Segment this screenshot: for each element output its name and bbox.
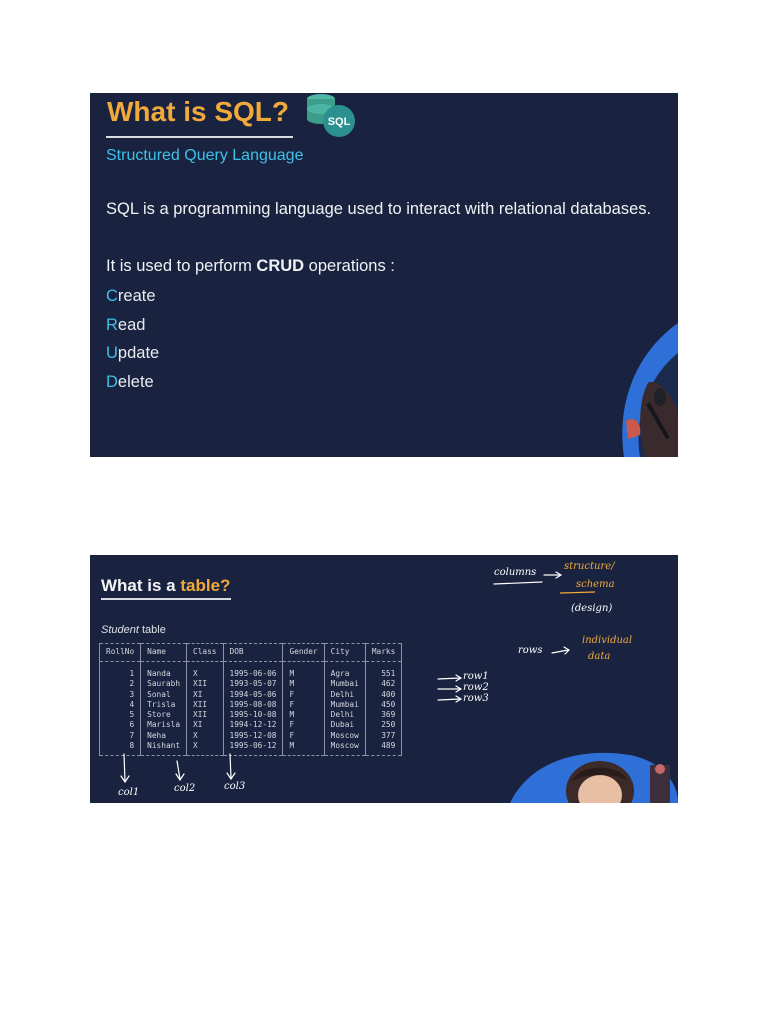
table-cell: 3 xyxy=(100,690,141,700)
annotation-individual: individual xyxy=(582,635,633,646)
table-cell: Mumbai xyxy=(324,700,365,710)
table-cell: F xyxy=(283,720,324,730)
table-cell: XII xyxy=(187,679,223,689)
crud-initial: D xyxy=(106,373,118,392)
table-cell: XI xyxy=(187,690,223,700)
sql-badge-label: SQL xyxy=(327,116,351,128)
presenter-video-thumbnail xyxy=(616,323,678,457)
annotation-schema: schema xyxy=(576,579,615,590)
title-accent: table? xyxy=(180,576,231,595)
table-cell: XII xyxy=(187,700,223,710)
table-cell: 400 xyxy=(365,690,401,700)
table-cell: M xyxy=(283,679,324,689)
table-cell: Saurabh xyxy=(141,679,187,689)
crud-rest: reate xyxy=(117,287,156,305)
presenter-video-thumbnail xyxy=(510,751,678,803)
rows-arrow xyxy=(552,647,569,654)
table-cell: Dubai xyxy=(324,720,365,730)
table-cell: Trisla xyxy=(141,700,187,710)
table-cell: 1995-10-08 xyxy=(223,710,283,720)
table-cell: Marisla xyxy=(141,720,187,730)
slide-what-is-a-table xyxy=(90,555,678,803)
row1-arrow xyxy=(438,675,461,681)
table-cell: 1993-05-07 xyxy=(223,679,283,689)
col-header: DOB xyxy=(223,644,283,662)
annotation-data: data xyxy=(588,651,611,662)
annotation-row2: row2 xyxy=(463,682,489,693)
table-cell: Mumbai xyxy=(324,679,365,689)
crud-intro-text: It is used to perform xyxy=(106,257,257,275)
crud-bold: CRUD xyxy=(256,257,305,275)
sql-definition: SQL is a programming language used to interact with relational databases. xyxy=(106,200,652,218)
table-cell: 7 xyxy=(100,731,141,741)
table-cell: 551 xyxy=(365,662,401,680)
table-cell: 489 xyxy=(365,741,401,756)
col2-arrow xyxy=(176,761,184,780)
table-cell: Delhi xyxy=(324,710,365,720)
table-cell: M xyxy=(283,662,324,680)
schema-underline xyxy=(560,592,595,593)
table-cell: 2 xyxy=(100,679,141,689)
table-cell: 6 xyxy=(100,720,141,730)
table-cell: Delhi xyxy=(324,690,365,700)
table-cell: 5 xyxy=(100,710,141,720)
columns-underline xyxy=(494,582,542,584)
annotation-design: (design) xyxy=(571,603,613,614)
table-cell: Nanda xyxy=(141,662,187,680)
table-cell: 1 xyxy=(100,662,141,680)
col-header: Gender xyxy=(283,644,324,662)
table-cell: 1994-12-12 xyxy=(223,720,283,730)
crud-initial: C xyxy=(106,287,118,305)
table-cell: 377 xyxy=(365,731,401,741)
row3-arrow xyxy=(438,696,461,702)
table-cell: X xyxy=(187,731,223,741)
table-cell: Moscow xyxy=(324,731,365,741)
table-cell: Store xyxy=(141,710,187,720)
annotation-structure: structure/ xyxy=(564,561,615,572)
crud-item-read xyxy=(106,315,159,344)
crud-item-update xyxy=(106,343,159,372)
crud-intro-tail: operations : xyxy=(304,257,395,275)
annotation-col1: col1 xyxy=(118,787,140,798)
annotation-col3: col3 xyxy=(224,781,246,792)
caption-italic: Student xyxy=(101,624,139,636)
annotation-row1: row1 xyxy=(463,671,489,682)
crud-rest: elete xyxy=(117,373,154,392)
table-cell: 1995-12-08 xyxy=(223,731,283,741)
annotation-row3: row3 xyxy=(463,693,489,704)
table-cell: F xyxy=(283,731,324,741)
table-cell: Agra xyxy=(324,662,365,680)
col-header: Marks xyxy=(365,644,401,662)
table-cell: 1994-05-06 xyxy=(223,690,283,700)
title-prefix: What is a xyxy=(101,576,181,595)
title-underline xyxy=(106,136,293,138)
col-header: Name xyxy=(141,644,187,662)
table-cell: F xyxy=(283,700,324,710)
crud-item-delete xyxy=(106,372,159,401)
annotation-rows: rows xyxy=(518,645,543,656)
crud-list xyxy=(106,286,159,401)
table-cell: M xyxy=(283,741,324,756)
table-cell: 450 xyxy=(365,700,401,710)
col-header: RollNo xyxy=(100,644,141,662)
col3-arrow xyxy=(227,754,235,779)
crud-rest: ead xyxy=(117,315,146,334)
caption-rest: table xyxy=(138,624,166,636)
row2-arrow xyxy=(438,686,461,692)
table-cell: Sonal xyxy=(141,690,187,700)
table-cell: Nishant xyxy=(141,741,187,756)
table-cell: Neha xyxy=(141,731,187,741)
col-header: Class xyxy=(187,644,223,662)
col-header: City xyxy=(324,644,365,662)
slide-title: What is SQL? xyxy=(107,96,289,127)
table-cell: 250 xyxy=(365,720,401,730)
columns-arrow xyxy=(544,572,561,578)
crud-rest: pdate xyxy=(117,344,160,363)
table-cell: 1995-08-08 xyxy=(223,700,283,710)
crud-initial: U xyxy=(106,344,118,363)
table-cell: 4 xyxy=(100,700,141,710)
annotation-columns: columns xyxy=(494,567,537,578)
table-cell: M xyxy=(283,710,324,720)
database-sql-icon xyxy=(302,93,360,143)
table-cell: F xyxy=(283,690,324,700)
crud-initial: R xyxy=(106,315,118,334)
slide-what-is-sql xyxy=(90,93,678,457)
table-cell: 1995-06-06 xyxy=(223,662,283,680)
table-cell: Moscow xyxy=(324,741,365,756)
crud-item-create xyxy=(106,286,159,315)
slide-subtitle: Structured Query Language xyxy=(106,147,304,164)
table-cell: XII xyxy=(187,710,223,720)
table-cell: X xyxy=(187,662,223,680)
annotation-col2: col2 xyxy=(174,783,196,794)
table-cell: 369 xyxy=(365,710,401,720)
table-cell: 8 xyxy=(100,741,141,756)
table-cell: X xyxy=(187,741,223,756)
table-cell: 1995-06-12 xyxy=(223,741,283,756)
table-cell: XI xyxy=(187,720,223,730)
col1-arrow xyxy=(121,754,129,782)
crud-intro xyxy=(106,257,395,276)
table-cell: 462 xyxy=(365,679,401,689)
